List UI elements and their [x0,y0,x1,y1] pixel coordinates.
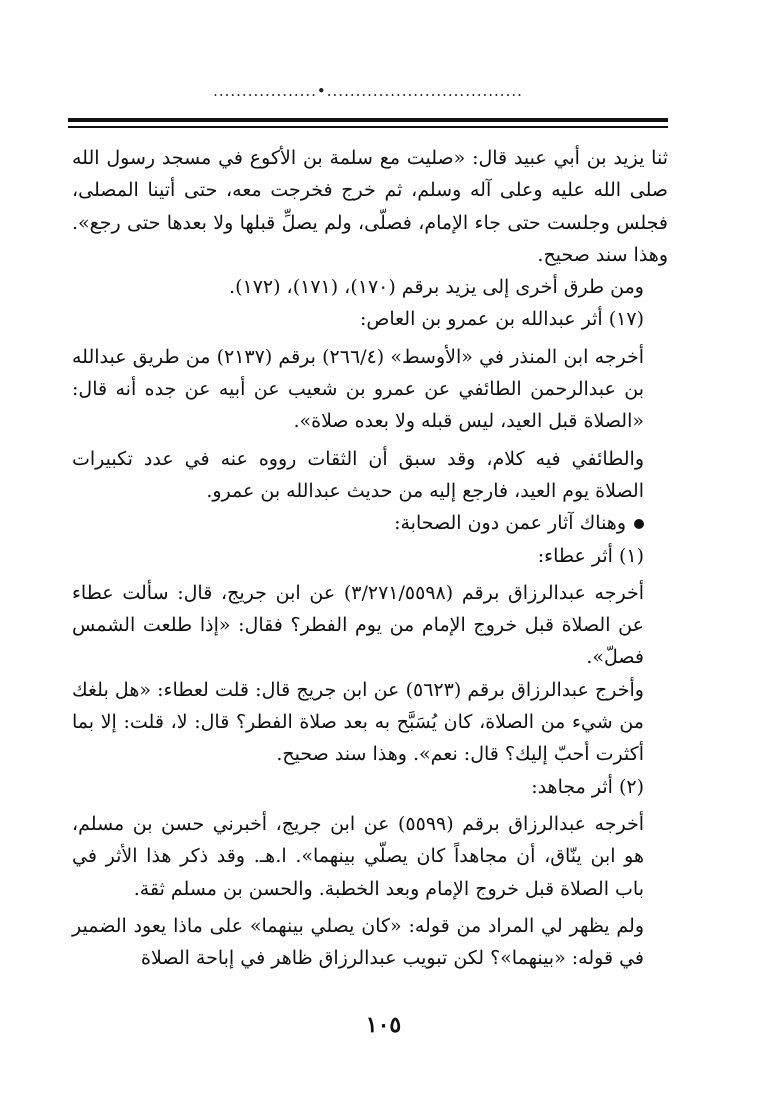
bullet-heading-label: وهناك آثار عمن دون الصحابة: [394,512,626,535]
paragraph-other-routes: ومن طرق أخرى إلى يزيد برقم (١٧٠)، (١٧١)، (١٧٢). [229,276,644,299]
header-dotted-line: ..................•.................................. [213,86,523,96]
header-rule-thin [68,126,668,128]
paragraph-ibn-mundhir: أخرجه ابن المنذر في «الأوسط» (٢٦٦/٤) برقم (٢١٣٧) من طريق عبدالله بن عبدالرحمن الطائفي عن عمرو بن شعيب عن أبيه عن جده أنه قال: «الصلاة قبل العيد، ليس قبله ولا بعده صلاة». [72,345,645,433]
paragraph-abdulrazzaq-5623: وأخرج عبدالرزاق برقم (٥٦٢٣) عن ابن جريج قال: قلت لعطاء: «هل بلغك من شيء من الصلاة، كان يُسَبَّح به بعد صلاة الفطر؟ قال: لا، قلت: إلا بما أكثرت أحبّ إليك؟ قال: نعم». وهذا سند صحيح. [72,678,644,766]
page-number: ١٠٥ [365,1012,402,1038]
bullet-icon [634,519,644,529]
heading-athar-ata: (١) أثر عطاء: [537,544,644,567]
heading-athar-17: (١٧) أثر عبدالله بن عمرو بن العاص: [359,308,644,331]
heading-athar-mujahid: (٢) أثر مجاهد: [531,775,644,798]
paragraph-abdulrazzaq-5598: أخرجه عبدالرزاق برقم (٣/٢٧١/٥٥٩٨) عن ابن جريج، قال: سألت عطاء عن الصلاة قبل خروج الإمام من يوم الفطر؟ فقال: «إذا طلعت الشمس فصلّ». [72,581,644,669]
paragraph-interpretation: ولم يظهر لي المراد من قوله: «كان يصلي بينهما» على ماذا يعود الضمير في قوله: «بينهما»؟ لكن تبويب عبدالرزاق ظاهر في إباحة الصلاة [72,914,644,970]
bullet-heading-tabieen [72,507,668,539]
paragraph-narration-salama: ثنا يزيد بن أبي عبيد قال: «صليت مع سلمة بن الأكوع في مسجد رسول الله صلى الله عليه وعلى آله وسلم، ثم خرج فخرجت معه، حتى أتينا المصلى، فجلس وجلست حتى جاء الإمام، فصلّى، ولم يصلِّ قبلها ولا بعدها حتى رجع». وهذا سند صحيح. [72,147,668,266]
main-text [72,142,668,974]
header-rule-thick [68,118,668,122]
paragraph-abdulrazzaq-5599: أخرجه عبدالرزاق برقم (٥٥٩٩) عن ابن جريج، أخبرني حسن بن مسلم، هو ابن ينّاق، أن مجاهداً كان يصلّي بينهما». ا.هـ. وقد ذكر هذا الأثر في باب الصلاة قبل خروج الإمام وبعد الخطبة. والحسن بن مسلم ثقة. [72,812,644,900]
paragraph-taifi: والطائفي فيه كلام، وقد سبق أن الثقات رووه عنه في عدد تكبيرات الصلاة يوم العيد، فارجع إليه من حديث عبدالله بن عمرو. [72,447,644,502]
